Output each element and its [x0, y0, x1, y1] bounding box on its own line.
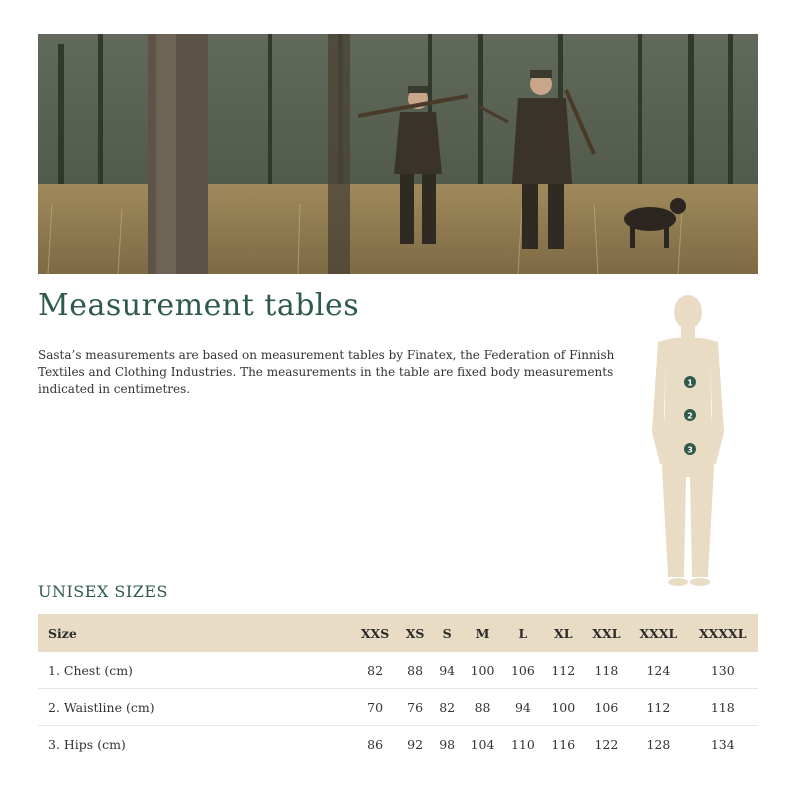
- header-size-m: M: [462, 614, 502, 652]
- header-size-l: L: [503, 614, 543, 652]
- table-cell: 98: [439, 736, 456, 752]
- table-cell: 100: [462, 652, 502, 689]
- table-cell: 82: [352, 652, 398, 689]
- row-label: 2. Waistline (cm): [38, 689, 352, 726]
- table-cell: 106: [583, 689, 629, 726]
- intro-text: Sasta’s measurements are based on measurement tables by Finatex, the Federation of Finnish Textiles and Clothing Industries. The measurements in the table are fixed body measurements indicated in centimetres.: [38, 348, 615, 396]
- table-row: [38, 652, 758, 689]
- header-size-xl: XL: [543, 614, 583, 652]
- table-row: [38, 689, 758, 726]
- section-title: UNISEX SIZES: [38, 582, 168, 601]
- table-cell: 106: [503, 652, 543, 689]
- table-cell: 134: [710, 736, 735, 752]
- page-title: Measurement tables: [38, 288, 360, 323]
- table-cell: 110: [510, 736, 535, 752]
- table-cell: 86: [367, 736, 384, 752]
- size-table: [38, 614, 758, 762]
- header-size-xxl: XXL: [583, 614, 629, 652]
- table-cell: 92: [407, 736, 424, 752]
- table-cell: 118: [687, 689, 758, 726]
- hero-image: [38, 34, 758, 274]
- header-size-s: S: [432, 614, 462, 652]
- table-cell: 82: [432, 689, 462, 726]
- svg-text:1: 1: [687, 378, 693, 388]
- table-cell: 124: [629, 652, 687, 689]
- table-cell: 122: [594, 736, 619, 752]
- table-cell: 94: [503, 689, 543, 726]
- header-size-xxs: XXS: [352, 614, 398, 652]
- table-cell: 130: [687, 652, 758, 689]
- table-cell: 112: [629, 689, 687, 726]
- table-cell: 76: [398, 689, 432, 726]
- table-cell: 112: [543, 652, 583, 689]
- header-size-xs: XS: [398, 614, 432, 652]
- table-header-row: [38, 614, 758, 652]
- table-cell: 104: [470, 736, 495, 752]
- table-cell: 128: [646, 736, 671, 752]
- table-cell: 88: [462, 689, 502, 726]
- table-cell: 88: [398, 652, 432, 689]
- body-silhouette-icon: [652, 295, 724, 586]
- table-row: [38, 726, 758, 763]
- table-cell: 94: [432, 652, 462, 689]
- table-cell: 100: [543, 689, 583, 726]
- row-label: 1. Chest (cm): [38, 652, 352, 689]
- svg-text:3: 3: [687, 445, 693, 455]
- table-cell: 70: [352, 689, 398, 726]
- forest-photo: [38, 34, 758, 274]
- header-size-xxxl: XXXL: [629, 614, 687, 652]
- header-size-xxxxl: XXXXL: [687, 614, 758, 652]
- marker-3: [684, 443, 696, 455]
- body-measurement-figure: [630, 292, 750, 592]
- marker-1: [684, 376, 696, 388]
- row-label: 3. Hips (cm): [48, 736, 126, 752]
- table-cell: 118: [583, 652, 629, 689]
- marker-2: [684, 409, 696, 421]
- table-cell: 116: [551, 736, 576, 752]
- header-size-label: Size: [38, 614, 352, 652]
- svg-text:2: 2: [687, 411, 693, 421]
